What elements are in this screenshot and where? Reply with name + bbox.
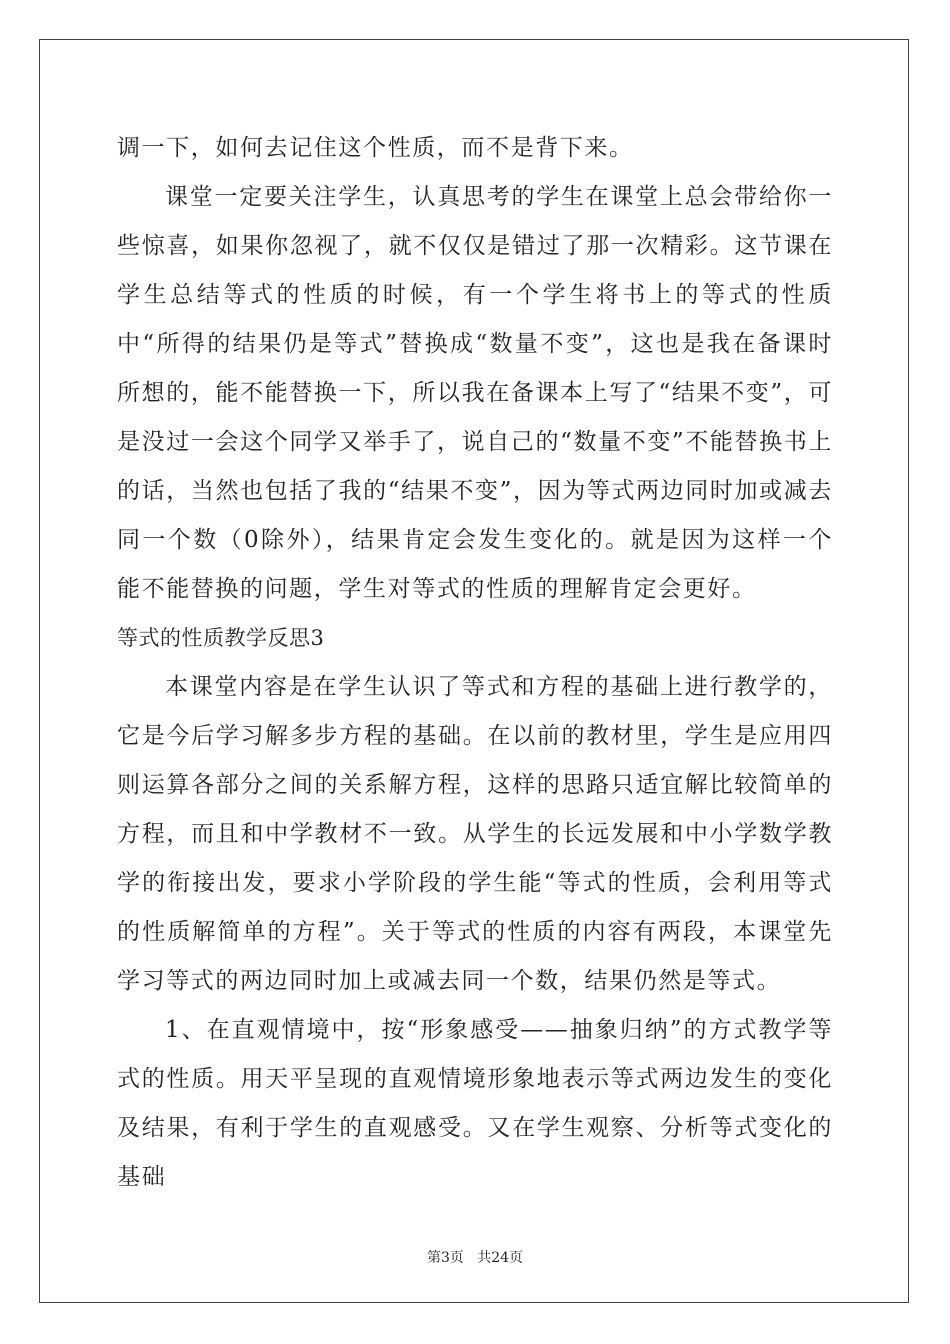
section-heading: 等式的性质教学反思3 xyxy=(117,626,325,650)
paragraph-continuation: 调一下，如何去记住这个性质，而不是背下来。 xyxy=(117,135,634,161)
paragraph-point-one: 1、在直观情境中，按“形象感受——抽象归纳”的方式教学等式的性质。用天平呈现的直观情境形象地表示等式两边发生的变化及结果，有利于学生的直观感受。又在学生观察、分析等式变化的基础 xyxy=(117,1017,833,1190)
page-number-footer: 第3页 共24页 xyxy=(426,1250,524,1266)
paragraph-classroom-attention: 课堂一定要关注学生，认真思考的学生在课堂上总会带给你一些惊喜，如果你忽视了，就不仅仅是错过了那一次精彩。这节课在学生总结等式的性质的时候，有一个学生将书上的等式的性质中“所得的结果仍是等式”替换成“数量不变”，这也是我在备课时所想的，能不能替换一下，所以我在备课本上写了“结果不变”，可是没过一会这个同学又举手了，说自己的“数量不变”不能替换书上的话，当然也包括了我的“结果不变”，因为等式两边同时加或减去同一个数（0除外），结果肯定会发生变化的。就是因为这样一个能不能替换的问题，学生对等式的性质的理解肯定会更好。 xyxy=(117,184,833,602)
paragraph-lesson-content: 本课堂内容是在学生认识了等式和方程的基础上进行教学的，它是今后学习解多步方程的基础。在以前的教材里，学生是应用四则运算各部分之间的关系解方程，这样的思路只适宜解比较简单的方程，而且和中学教材不一致。从学生的长远发展和中小学数学教学的衔接出发，要求小学阶段的学生能“等式的性质，会利用等式的性质解简单的方程”。关于等式的性质的内容有两段，本课堂先学习等式的两边同时加上或减去同一个数，结果仍然是等式。 xyxy=(117,674,833,994)
document-body xyxy=(117,124,833,1202)
